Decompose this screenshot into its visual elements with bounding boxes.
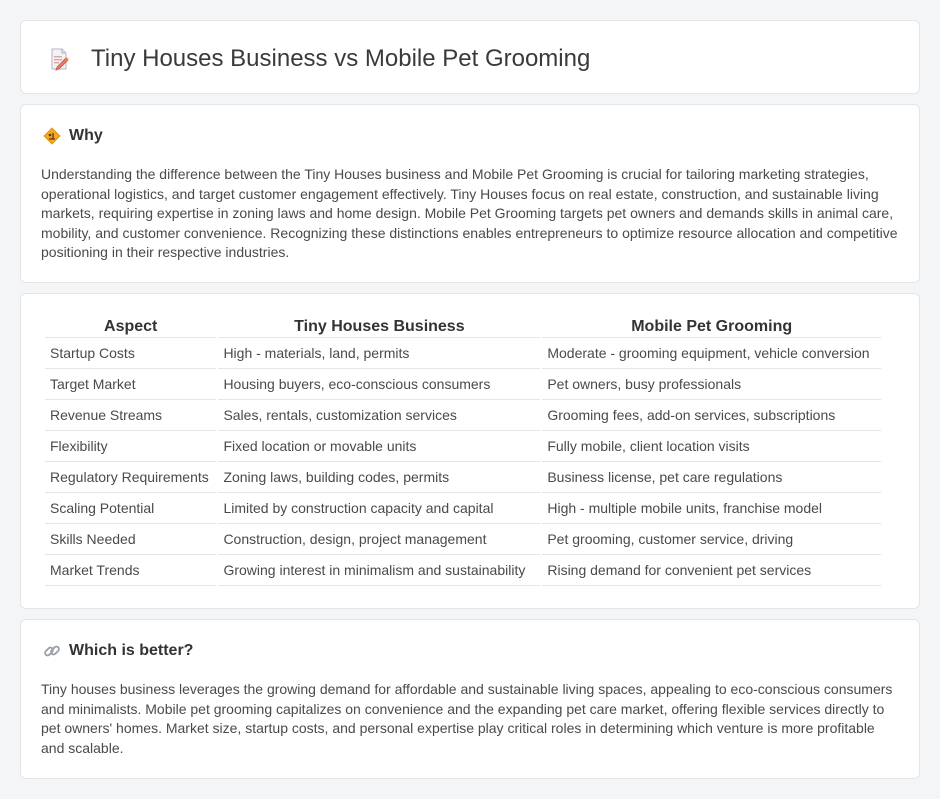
table-cell: Pet owners, busy professionals [542, 369, 881, 400]
table-row [45, 524, 881, 555]
column-header-mobile-pet-grooming: Mobile Pet Grooming [542, 316, 881, 338]
table-row [45, 462, 881, 493]
table-cell: Business license, pet care regulations [542, 462, 881, 493]
table-cell: Growing interest in minimalism and sustainability [218, 555, 540, 586]
table-cell: Fully mobile, client location visits [542, 431, 881, 462]
link-icon [43, 642, 61, 660]
table-cell: High - multiple mobile units, franchise model [542, 493, 881, 524]
which-is-better-heading: Which is better? [69, 642, 194, 659]
document-pencil-icon [47, 47, 71, 71]
page-title: Tiny Houses Business vs Mobile Pet Grooming [91, 45, 591, 72]
table-cell: Rising demand for convenient pet services [542, 555, 881, 586]
table-cell: Sales, rentals, customization services [218, 400, 540, 431]
why-card [20, 104, 920, 283]
table-cell: Revenue Streams [45, 400, 216, 431]
table-cell: Scaling Potential [45, 493, 216, 524]
table-row [45, 400, 881, 431]
column-header-aspect: Aspect [45, 316, 216, 338]
table-cell: Pet grooming, customer service, driving [542, 524, 881, 555]
table-row [45, 369, 881, 400]
column-header-tiny-houses: Tiny Houses Business [218, 316, 540, 338]
table-cell: Fixed location or movable units [218, 431, 540, 462]
why-text: Understanding the difference between the Tiny Houses business and Mobile Pet Grooming is crucial for tailoring marketing strategies, operational logistics, and target customer engagement effectively. Tiny Houses focus on real estate, construction, and sustainable living markets, requiring expertise in zoning laws and home design. Mobile Pet Grooming targets pet owners and demands skills in animal care, mobility, and customer convenience. Recognizing these distinctions enables entrepreneurs to optimize resource allocation and competitive positioning in their respective industries. [41, 166, 898, 261]
comparison-card [20, 293, 920, 609]
table-cell: Zoning laws, building codes, permits [218, 462, 540, 493]
table-cell: Moderate - grooming equipment, vehicle conversion [542, 338, 881, 369]
table-cell: Skills Needed [45, 524, 216, 555]
table-cell: Startup Costs [45, 338, 216, 369]
table-row [45, 338, 881, 369]
table-cell: Construction, design, project management [218, 524, 540, 555]
table-cell: High - materials, land, permits [218, 338, 540, 369]
table-cell: Regulatory Requirements [45, 462, 216, 493]
title-card [20, 20, 920, 94]
table-cell: Flexibility [45, 431, 216, 462]
table-row [45, 493, 881, 524]
table-cell: Housing buyers, eco-conscious consumers [218, 369, 540, 400]
table-row [45, 431, 881, 462]
table-cell: Grooming fees, add-on services, subscriptions [542, 400, 881, 431]
table-cell: Target Market [45, 369, 216, 400]
table-row [45, 555, 881, 586]
which-is-better-text: Tiny houses business leverages the growing demand for affordable and sustainable living spaces, appealing to eco-conscious consumers and minimalists. Mobile pet grooming capitalizes on convenience and the expanding pet care market, offering flexible services directly to pet owners' homes. Market size, startup costs, and personal expertise play critical roles in determining which venture is more profitable and scalable. [41, 681, 893, 756]
which-is-better-card [20, 619, 920, 779]
table-cell: Market Trends [45, 555, 216, 586]
table-header-row [45, 316, 881, 338]
table-cell: Limited by construction capacity and capital [218, 493, 540, 524]
comparison-table [43, 316, 883, 586]
diamond-sign-icon [43, 127, 61, 145]
why-heading: Why [69, 127, 103, 144]
